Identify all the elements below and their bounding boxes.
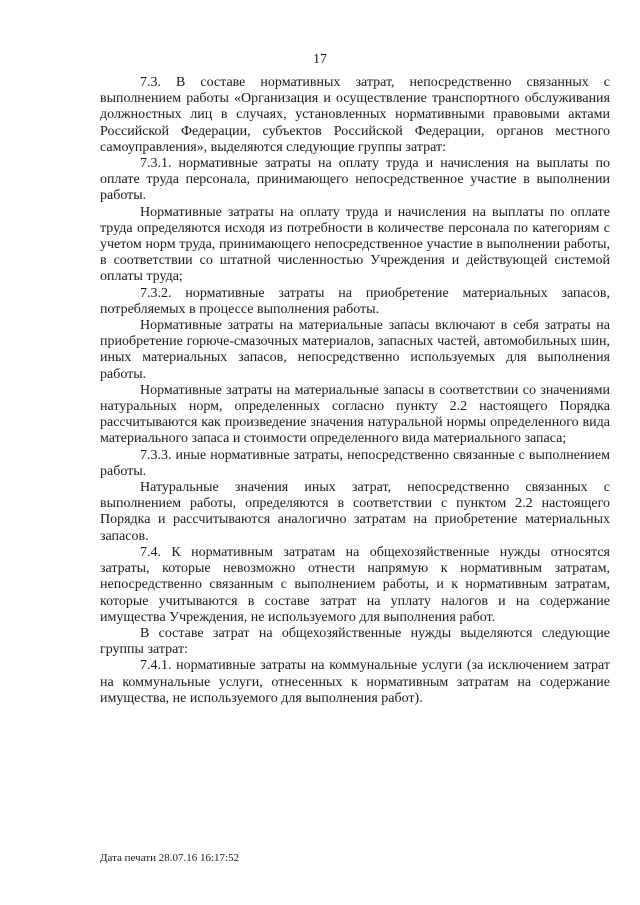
page-number: 17 <box>313 52 327 67</box>
print-date: Дата печати 28.07.16 16:17:52 <box>100 852 240 864</box>
paragraph-7-3: 7.3. В составе нормативных затрат, непосредственно связанных с выполнением работы «Организация и осуществление транспортного обслуживания должностных лиц в случаях, установленных нормативными правовыми актами Российской Федерации, субъектов Российской Федерации, органов местного самоуправления», выделяются следующие группы затрат: <box>100 75 610 155</box>
paragraph-7-3-3: 7.3.3. иные нормативные затраты, непосредственно связанные с выполнением работы. <box>100 447 610 479</box>
document-body <box>100 75 610 707</box>
paragraph-7-3-2: 7.3.2. нормативные затраты на приобретение материальных запасов, потребляемых в процессе выполнения работы. <box>100 285 610 317</box>
paragraph-material-costs: Нормативные затраты на материальные запасы включают в себя затраты на приобретение горюче-смазочных материалов, запасных частей, автомобильных шин, иных материальных запасов, непосредственно используемых для выполнения работы. <box>100 318 610 382</box>
paragraph-cost-groups: В составе затрат на общехозяйственные нужды выделяются следующие группы затрат: <box>100 625 610 658</box>
paragraph-material-norms: Нормативные затраты на материальные запасы в соответствии со значениями натуральных норм, определенных согласно пункту 2.2 настоящего Порядка рассчитываются как произведение значения натуральной нормы определенного вида материального запаса и стоимости определенного вида материального запаса; <box>100 382 610 447</box>
paragraph-other-costs: Натуральные значения иных затрат, непосредственно связанных с выполнением работы, определяются в соответствии с пунктом 2.2 настоящего Порядка и рассчитываются аналогично затратам на приобретение материальных запасов. <box>100 480 610 544</box>
paragraph-7-4-1: 7.4.1. нормативные затраты на коммунальные услуги (за исключением затрат на коммунальные услуги, отнесенных к нормативным затратам на содержание имущества, не используемого для выполнения работ). <box>100 658 610 706</box>
paragraph-7-3-1: 7.3.1. нормативные затраты на оплату труда и начисления на выплаты по оплате труда персонала, принимающего непосредственное участие в выполнении работы. <box>100 156 610 204</box>
paragraph-labor-costs: Нормативные затраты на оплату труда и начисления на выплаты по оплате труда определяются исходя из потребности в количестве персонала по категориям с учетом норм труда, принимающего непосредственное участие в выполнении работы, в соответствии со штатной численностью Учреждения и действующей системой оплаты труда; <box>100 204 610 285</box>
paragraph-7-4: 7.4. К нормативным затратам на общехозяйственные нужды относятся затраты, которые невозможно отнести напрямую к нормативным затратам, непосредственно связанным с выполнением работы, и к нормативным затратам, которые учитываются в составе затрат на уплату налогов и на содержание имущества Учреждения, не используемого для выполнения работ. <box>100 544 610 625</box>
